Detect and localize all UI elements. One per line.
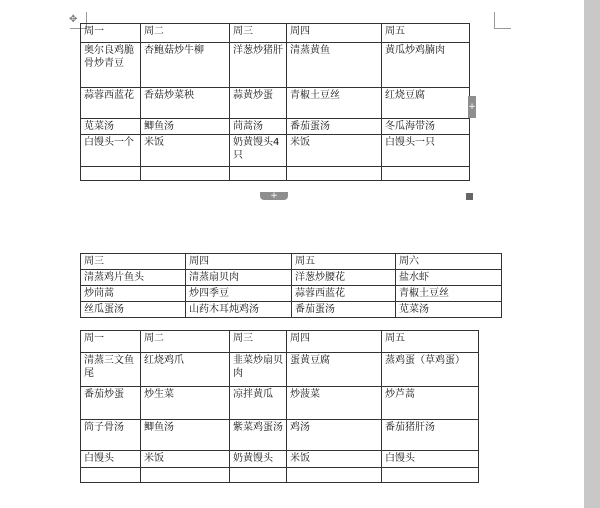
table-cell[interactable]: 苋菜汤 (396, 302, 502, 318)
table-cell[interactable]: 炒菠菜 (287, 387, 382, 420)
table-row (81, 135, 470, 167)
table-cell[interactable]: 周一 (81, 331, 141, 353)
table-row (81, 119, 470, 135)
table-cell[interactable]: 韭菜炒扇贝肉 (230, 353, 287, 387)
table-cell[interactable]: 杏鲍菇炒牛柳 (141, 43, 230, 88)
table-cell[interactable]: 周二 (141, 331, 230, 353)
table-cell[interactable]: 鲫鱼汤 (141, 119, 230, 135)
add-column-icon[interactable]: + (468, 96, 476, 118)
table-cell[interactable]: 番茄蛋汤 (287, 119, 382, 135)
table-cell[interactable]: 周三 (81, 254, 186, 270)
table-cell[interactable]: 白馒头 (382, 451, 479, 468)
table-cell[interactable]: 周六 (396, 254, 502, 270)
table-cell[interactable]: 青椒土豆丝 (287, 88, 382, 119)
table-cell[interactable]: 周五 (292, 254, 396, 270)
table-cell[interactable]: 番茄蛋汤 (292, 302, 396, 318)
table-cell[interactable]: 炒茼蒿 (81, 286, 186, 302)
table-cell[interactable]: 山药木耳炖鸡汤 (186, 302, 292, 318)
table-cell[interactable]: 米饭 (287, 135, 382, 167)
table-row (81, 451, 479, 468)
table-cell[interactable]: 清蒸扇贝肉 (186, 270, 292, 286)
menu-table-1 (80, 23, 470, 181)
table-row (81, 286, 502, 302)
add-row-icon[interactable]: + (260, 192, 288, 200)
table-cell[interactable]: 周一 (81, 24, 141, 43)
table-cell[interactable]: 番茄猪肝汤 (382, 420, 479, 451)
resize-handle-icon[interactable] (466, 193, 473, 200)
table-row (81, 167, 470, 181)
table-cell[interactable] (81, 167, 141, 181)
table-cell[interactable]: 周四 (287, 331, 382, 353)
table-row (81, 24, 470, 43)
table-cell[interactable]: 周四 (287, 24, 382, 43)
table-cell[interactable]: 黄瓜炒鸡腩肉 (382, 43, 470, 88)
table-cell[interactable]: 茼蒿汤 (230, 119, 287, 135)
table-row (81, 420, 479, 451)
table-cell[interactable] (287, 167, 382, 181)
table-row (81, 43, 470, 88)
table-cell[interactable]: 洋葱炒腰花 (292, 270, 396, 286)
table-cell[interactable]: 周四 (186, 254, 292, 270)
table-cell[interactable]: 炒芦蒿 (382, 387, 479, 420)
table-row (81, 302, 502, 318)
table-cell[interactable]: 紫菜鸡蛋汤 (230, 420, 287, 451)
table-cell[interactable]: 周五 (382, 331, 479, 353)
table-row (81, 270, 502, 286)
table-cell[interactable]: 香菇炒菜秧 (141, 88, 230, 119)
table-cell[interactable]: 蛋黄豆腐 (287, 353, 382, 387)
table-cell[interactable]: 蒜黄炒蛋 (230, 88, 287, 119)
menu-table-3 (80, 330, 479, 483)
table-cell[interactable] (230, 167, 287, 181)
table-cell[interactable] (81, 468, 141, 483)
table-cell[interactable]: 蒜蓉西蓝花 (81, 88, 141, 119)
table-cell[interactable]: 炒四季豆 (186, 286, 292, 302)
menu-table-2 (80, 253, 502, 318)
table-cell[interactable]: 盐水虾 (396, 270, 502, 286)
table-cell[interactable]: 清蒸黄鱼 (287, 43, 382, 88)
table-cell[interactable]: 白馒头一个 (81, 135, 141, 167)
table-row (81, 254, 502, 270)
table-cell[interactable]: 蒸鸡蛋（草鸡蛋） (382, 353, 479, 387)
table-cell[interactable]: 白馒头一只 (382, 135, 470, 167)
table-cell[interactable]: 红烧豆腐 (382, 88, 470, 119)
table-cell[interactable]: 冬瓜海带汤 (382, 119, 470, 135)
table-cell[interactable]: 番茄炒蛋 (81, 387, 141, 420)
table-cell[interactable]: 米饭 (287, 451, 382, 468)
table-cell[interactable]: 米饭 (141, 135, 230, 167)
table-cell[interactable]: 白馒头 (81, 451, 141, 468)
move-icon[interactable]: ✥ (69, 14, 78, 25)
table-cell[interactable]: 青椒土豆丝 (396, 286, 502, 302)
table-cell[interactable]: 洋葱炒猪肝 (230, 43, 287, 88)
table-cell[interactable]: 炒生菜 (141, 387, 230, 420)
table-cell[interactable]: 奶黄馒头4只 (230, 135, 287, 167)
table-row (81, 468, 479, 483)
table-cell[interactable]: 筒子骨汤 (81, 420, 141, 451)
table-cell[interactable] (382, 167, 470, 181)
table-cell[interactable]: 周五 (382, 24, 470, 43)
table-cell[interactable]: 鸡汤 (287, 420, 382, 451)
table-cell[interactable] (230, 468, 287, 483)
table-cell[interactable]: 丝瓜蛋汤 (81, 302, 186, 318)
table-row (81, 88, 470, 119)
table-cell[interactable] (382, 468, 479, 483)
table-cell[interactable]: 凉拌黄瓜 (230, 387, 287, 420)
table-cell[interactable]: 周三 (230, 331, 287, 353)
table-cell[interactable]: 周二 (141, 24, 230, 43)
table-cell[interactable]: 鲫鱼汤 (141, 420, 230, 451)
table-cell[interactable] (141, 167, 230, 181)
table-cell[interactable]: 苋菜汤 (81, 119, 141, 135)
table-cell[interactable]: 奥尔良鸡脆骨炒青豆 (81, 43, 141, 88)
table-row (81, 331, 479, 353)
table-cell[interactable]: 米饭 (141, 451, 230, 468)
vertical-scrollbar[interactable] (584, 0, 600, 508)
table-row (81, 387, 479, 420)
table-cell[interactable] (287, 468, 382, 483)
page-corner-mark-right (494, 12, 511, 29)
table-cell[interactable]: 清蒸三文鱼尾 (81, 353, 141, 387)
table-cell[interactable]: 奶黄馒头 (230, 451, 287, 468)
table-cell[interactable]: 蒜蓉西蓝花 (292, 286, 396, 302)
table-cell[interactable]: 周三 (230, 24, 287, 43)
table-cell[interactable] (141, 468, 230, 483)
table-row (81, 353, 479, 387)
table-cell[interactable]: 红烧鸡爪 (141, 353, 230, 387)
table-cell[interactable]: 清蒸鸡片鱼头 (81, 270, 186, 286)
